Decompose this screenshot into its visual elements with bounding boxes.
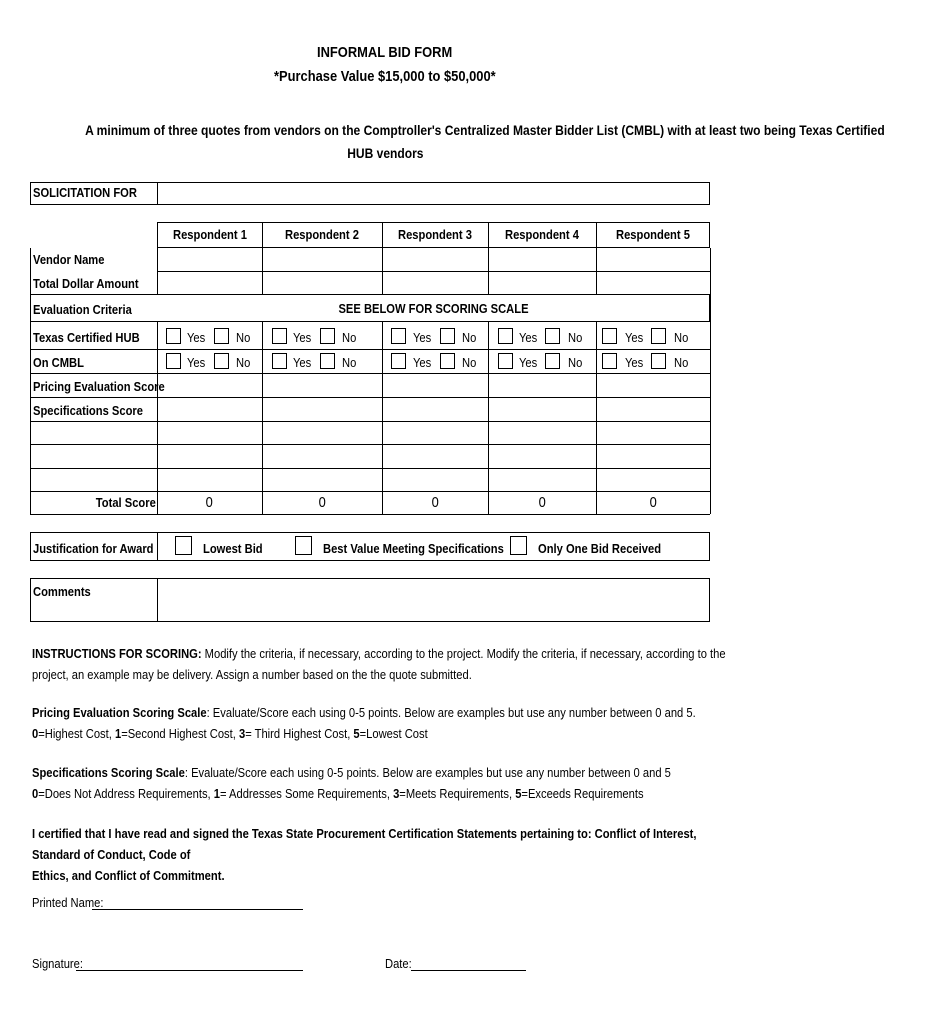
cmbl-yes-label-2: Yes bbox=[293, 355, 312, 370]
scoring-instructions: INSTRUCTIONS FOR SCORING: Modify the criteria, if necessary, according to the project. Modify the criteria, if necessary, according to the project, an example may be delivery. Assign a number based on the the quote submitted. bbox=[32, 646, 726, 682]
date-line[interactable] bbox=[411, 970, 526, 971]
comments-label: Comments bbox=[33, 584, 91, 599]
cmbl-no-checkbox-3[interactable] bbox=[440, 353, 455, 369]
hub-no-label-3: No bbox=[462, 330, 477, 345]
total-dollar-input-3[interactable] bbox=[383, 272, 487, 293]
cmbl-no-label-2: No bbox=[342, 355, 357, 370]
lowest-bid-label: Lowest Bid bbox=[203, 541, 263, 556]
hub-yes-label-4: Yes bbox=[519, 330, 538, 345]
respondent-3-header: Respondent 3 bbox=[398, 227, 472, 242]
printed-name-label: Printed Name: bbox=[32, 895, 104, 910]
hub-yes-checkbox-3[interactable] bbox=[391, 328, 406, 344]
respondent-1-header: Respondent 1 bbox=[172, 227, 247, 242]
pricing-score-input-3[interactable] bbox=[383, 374, 487, 396]
total-dollar-input-1[interactable] bbox=[158, 272, 261, 293]
cmbl-no-checkbox-5[interactable] bbox=[651, 353, 666, 369]
total-score-4: 0 bbox=[538, 494, 546, 511]
form-subtitle: *Purchase Value $15,000 to $50,000* bbox=[274, 68, 496, 85]
hub-no-label-2: No bbox=[342, 330, 357, 345]
one-bid-checkbox[interactable] bbox=[510, 536, 527, 555]
best-value-checkbox[interactable] bbox=[295, 536, 312, 555]
hub-yes-label-2: Yes bbox=[293, 330, 312, 345]
scoring-note: SEE BELOW FOR SCORING SCALE bbox=[338, 301, 529, 316]
vendor-name-input-4[interactable] bbox=[489, 249, 595, 270]
hub-no-checkbox-3[interactable] bbox=[440, 328, 455, 344]
intro-line-2: HUB vendors bbox=[346, 145, 424, 161]
total-dollar-input-4[interactable] bbox=[489, 272, 595, 293]
justification-label: Justification for Award bbox=[33, 541, 154, 556]
printed-name-line[interactable] bbox=[92, 909, 303, 910]
respondent-5-header: Respondent 5 bbox=[616, 227, 690, 242]
total-score-3: 0 bbox=[431, 494, 439, 511]
certification-statement: I certified that I have read and signed the Texas State Procurement Certification Statements pertaining to: Conflict of Interest, Standard of Conduct, Code of Ethics, and Conflict of Commitment. bbox=[32, 826, 697, 883]
cmbl-yes-label-1: Yes bbox=[187, 355, 206, 370]
cmbl-yes-label-5: Yes bbox=[625, 355, 644, 370]
hub-yes-checkbox-5[interactable] bbox=[602, 328, 617, 344]
signature-line[interactable] bbox=[76, 970, 303, 971]
specs-score-input-3[interactable] bbox=[383, 398, 487, 420]
pricing-score-input-1[interactable] bbox=[158, 374, 261, 396]
form-title: INFORMAL BID FORM bbox=[317, 44, 453, 61]
hub-no-checkbox-5[interactable] bbox=[651, 328, 666, 344]
pricing-scale: Pricing Evaluation Scoring Scale: Evaluate/Score each using 0-5 points. Below are examples but use any number between 0 and 5. 0=Highest Cost, 1=Second Highest Cost, 3= Third Highest Cost, 5=Lowest Cost bbox=[32, 705, 696, 741]
cmbl-no-checkbox-2[interactable] bbox=[320, 353, 335, 369]
pricing-score-input-2[interactable] bbox=[263, 374, 381, 396]
signature-label: Signature: bbox=[32, 956, 83, 971]
vendor-name-input-5[interactable] bbox=[597, 249, 709, 270]
date-label: Date: bbox=[385, 956, 412, 971]
comments-input[interactable] bbox=[158, 579, 709, 621]
specifications-scale: Specifications Scoring Scale: Evaluate/Score each using 0-5 points. Below are examples but use any number between 0 and 5 0=Does Not Address Requirements, 1= Addresses Some Requirements, 3=Meets Requirements, 5=Exceeds Requirements bbox=[32, 765, 671, 801]
cmbl-no-label-5: No bbox=[674, 355, 689, 370]
cmbl-yes-checkbox-5[interactable] bbox=[602, 353, 617, 369]
vendor-name-label: Vendor Name bbox=[33, 252, 105, 267]
hub-label: Texas Certified HUB bbox=[33, 330, 140, 345]
specs-score-label: Specifications Score bbox=[33, 403, 143, 418]
hub-no-label-4: No bbox=[568, 330, 583, 345]
cmbl-no-checkbox-4[interactable] bbox=[545, 353, 560, 369]
cmbl-yes-checkbox-3[interactable] bbox=[391, 353, 406, 369]
specs-score-input-5[interactable] bbox=[597, 398, 709, 420]
respondent-2-header: Respondent 2 bbox=[285, 227, 359, 242]
hub-yes-label-5: Yes bbox=[625, 330, 644, 345]
vendor-name-input-2[interactable] bbox=[263, 249, 381, 270]
pricing-score-label: Pricing Evaluation Score bbox=[33, 379, 165, 394]
cmbl-label: On CMBL bbox=[33, 355, 84, 370]
cmbl-yes-label-3: Yes bbox=[413, 355, 432, 370]
intro-line-1: A minimum of three quotes from vendors on the Comptroller's Centralized Master Bidder List (CMBL) with at least two being Texas Certified bbox=[85, 122, 885, 138]
hub-no-label-1: No bbox=[236, 330, 251, 345]
pricing-score-input-4[interactable] bbox=[489, 374, 595, 396]
evaluation-criteria-label: Evaluation Criteria bbox=[33, 302, 132, 317]
hub-no-checkbox-1[interactable] bbox=[214, 328, 229, 344]
hub-no-checkbox-4[interactable] bbox=[545, 328, 560, 344]
cmbl-no-checkbox-1[interactable] bbox=[214, 353, 229, 369]
vendor-name-input-3[interactable] bbox=[383, 249, 487, 270]
cmbl-no-label-4: No bbox=[568, 355, 583, 370]
hub-yes-label-3: Yes bbox=[413, 330, 432, 345]
hub-yes-checkbox-2[interactable] bbox=[272, 328, 287, 344]
total-score-label: Total Score bbox=[95, 495, 156, 510]
respondent-4-header: Respondent 4 bbox=[505, 227, 579, 242]
hub-yes-label-1: Yes bbox=[187, 330, 206, 345]
hub-no-checkbox-2[interactable] bbox=[320, 328, 335, 344]
hub-yes-checkbox-1[interactable] bbox=[166, 328, 181, 344]
cmbl-no-label-3: No bbox=[462, 355, 477, 370]
total-dollar-input-5[interactable] bbox=[597, 272, 709, 293]
lowest-bid-checkbox[interactable] bbox=[175, 536, 192, 555]
cmbl-yes-label-4: Yes bbox=[519, 355, 538, 370]
specs-score-input-4[interactable] bbox=[489, 398, 595, 420]
solicitation-label: SOLICITATION FOR bbox=[33, 185, 137, 200]
cmbl-yes-checkbox-4[interactable] bbox=[498, 353, 513, 369]
cmbl-no-label-1: No bbox=[236, 355, 251, 370]
total-score-5: 0 bbox=[649, 494, 657, 511]
solicitation-input[interactable] bbox=[158, 183, 709, 204]
total-dollar-label: Total Dollar Amount bbox=[33, 276, 139, 291]
one-bid-label: Only One Bid Received bbox=[538, 541, 662, 556]
total-score-1: 0 bbox=[205, 494, 214, 511]
vendor-name-input-1[interactable] bbox=[158, 249, 261, 270]
best-value-label: Best Value Meeting Specifications bbox=[323, 541, 504, 556]
specs-score-input-2[interactable] bbox=[263, 398, 381, 420]
hub-yes-checkbox-4[interactable] bbox=[498, 328, 513, 344]
total-score-2: 0 bbox=[318, 494, 326, 511]
cmbl-yes-checkbox-2[interactable] bbox=[272, 353, 287, 369]
cmbl-yes-checkbox-1[interactable] bbox=[166, 353, 181, 369]
specs-score-input-1[interactable] bbox=[158, 398, 261, 420]
total-dollar-input-2[interactable] bbox=[263, 272, 381, 293]
pricing-score-input-5[interactable] bbox=[597, 374, 709, 396]
hub-no-label-5: No bbox=[674, 330, 689, 345]
